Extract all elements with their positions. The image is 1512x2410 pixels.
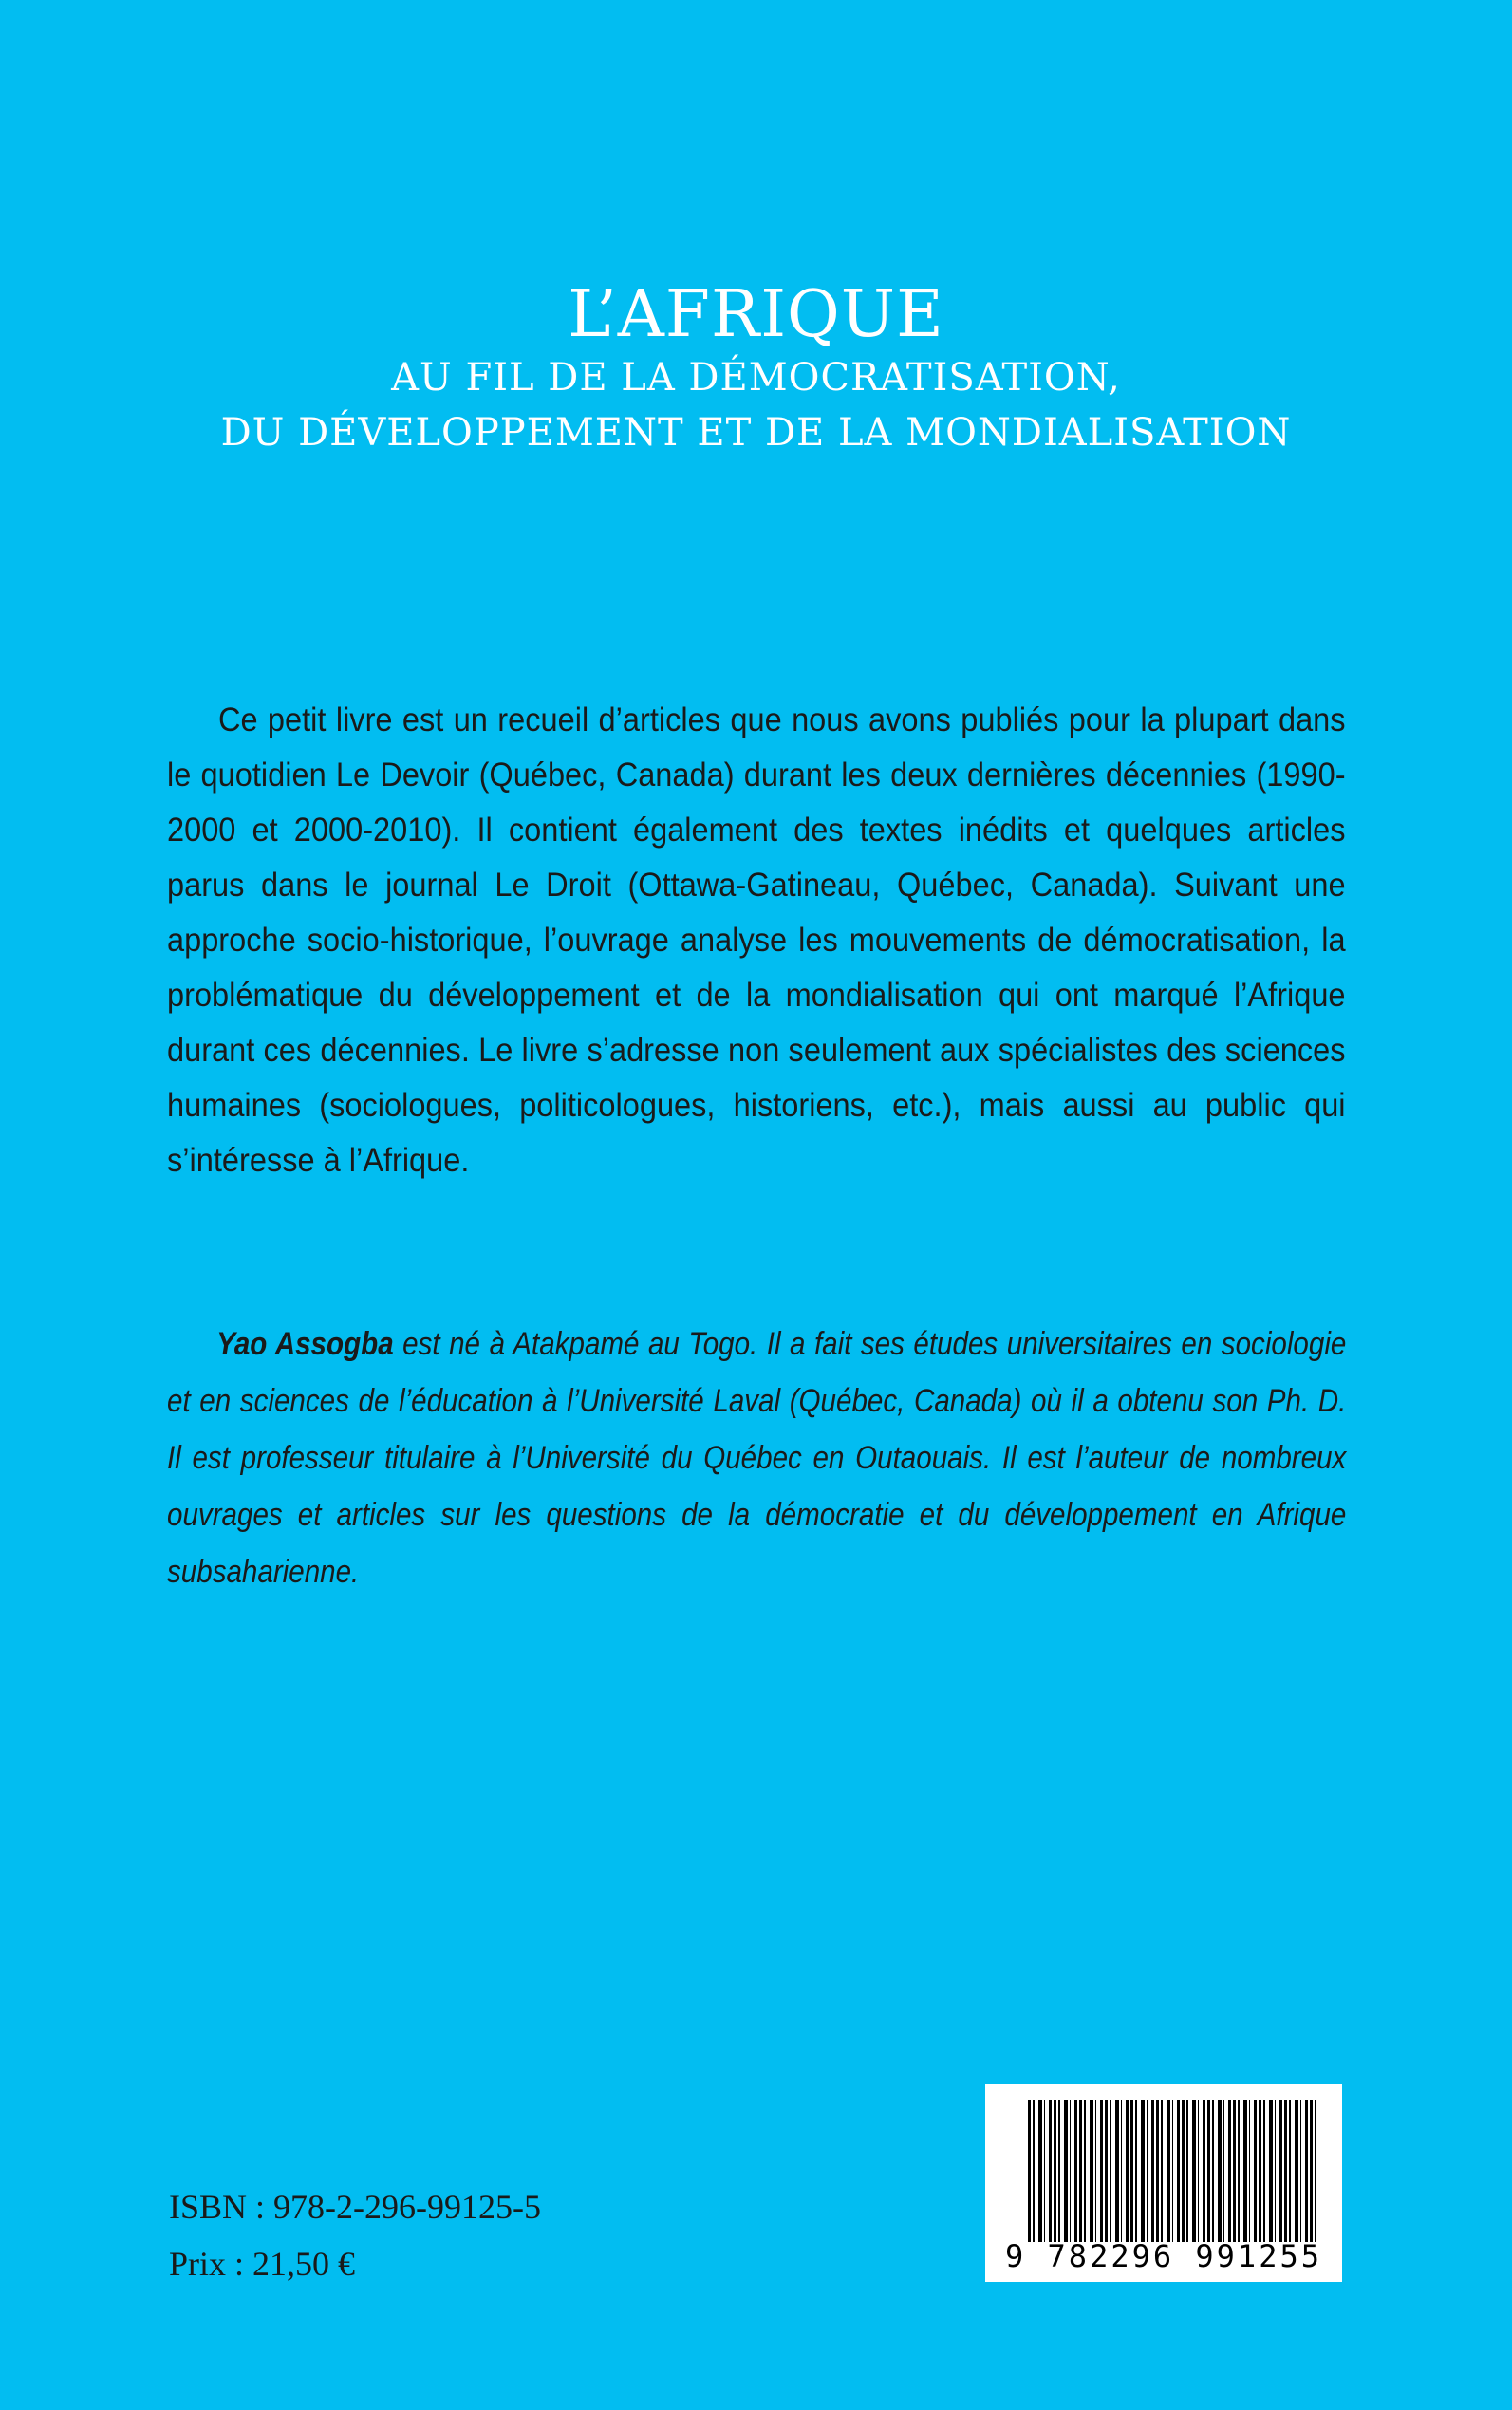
barcode-digits: 9 782296 991255 [1005, 2238, 1322, 2274]
book-summary: Ce petit livre est un recueil d’articles que nous avons publiés pour la plupart dans le quotidien Le Devoir (Québec, Canada) durant les deux dernières décennies (1990-2000 et 2000-2010). Il contient également des textes inédits et quelques articles parus dans le journal Le Droit (Ottawa-Gatineau, Québec, Canada). Suivant une approche socio-historique, l’ouvrage analyse les mouvements de démocratisation, la problématique du développement et de la mondialisation qui ont marqué l’Afrique durant ces décennies. Le livre s’adresse non seulement aux spécialistes des sciences humaines (sociologues, politicologues, historiens, etc.), mais aussi au public qui s’intéresse à l’Afrique. [167, 701, 1346, 1179]
author-name: Yao Assogba [216, 1326, 394, 1362]
author-bio-text: est né à Atakpamé au Togo. Il a fait ses études universitaires en sociologie et en sciences de l’éducation à l’Université Laval (Québec, Canada) où il a obtenu son Ph. D. Il est professeur titulaire à l’Université du Québec en Outaouais. Il est l’auteur de nombreux ouvrages et articles sur les questions de la démocratie et du développement en Afrique subsaharienne. [167, 1326, 1347, 1590]
price: Prix : 21,50 € [169, 2245, 356, 2283]
isbn: ISBN : 978-2-296-99125-5 [169, 2188, 541, 2226]
book-subtitle-line2: DU DÉVELOPPEMENT ET DE LA MONDIALISATION [220, 411, 1292, 455]
book-subtitle-line1: AU FIL DE LA DÉMOCRATISATION, [391, 356, 1121, 400]
barcode-bars [1028, 2100, 1318, 2242]
book-title: L’AFRIQUE [568, 277, 944, 352]
barcode [985, 2084, 1342, 2282]
author-bio [167, 1316, 1346, 1600]
